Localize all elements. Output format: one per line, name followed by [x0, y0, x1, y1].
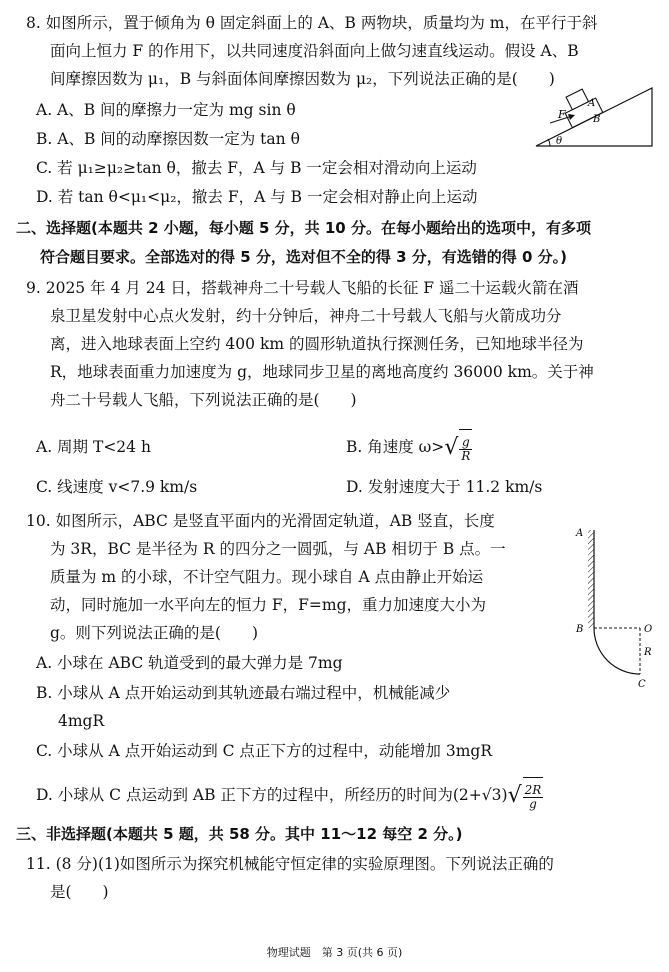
q10-option-d-prefix: D. 小球从 C 点运动到 AB 正下方的过程中，所经历的时间为(2+√3): [36, 786, 508, 804]
q10-option-c: C. 小球从 A 点开始运动到 C 点正下方的过程中，动能增加 3mgR: [36, 742, 493, 760]
q8-stem-line3: 间摩擦因数为 μ₁，B 与斜面体间摩擦因数为 μ₂，下列说法正确的是( ): [50, 70, 555, 88]
q10-stem-line1: 10. 如图所示，ABC 是竖直平面内的光滑固定轨道，AB 竖直，长度: [26, 512, 495, 530]
label-b: B: [576, 624, 584, 635]
q10-option-d-denominator: g: [529, 797, 537, 811]
q8-incline-figure: [528, 86, 658, 150]
q10-option-d: D. 小球从 C 点运动到 AB 正下方的过程中，所经历的时间为(2+√3)√ $\frac{2R}{g}$: [36, 776, 543, 816]
q9-option-b-denominator: R: [461, 449, 471, 463]
q8-stem-line1: 8. 如图所示，置于倾角为 θ 固定斜面上的 A、B 两物块，质量均为 m，在平行于斜: [26, 14, 598, 32]
q11-stem-line2: 是( ): [50, 883, 109, 901]
q8-option-c: C. 若 μ₁≥μ₂≥tan θ，撤去 F，A 与 B 一定会相对滑动向上运动: [36, 159, 477, 177]
q9-option-b: B. 角速度 ω>√ $\frac{g}{R}$: [346, 428, 472, 468]
q9-stem-line2: 泉卫星发射中心点火发射，约十分钟后，神舟二十号载人飞船与火箭成功分: [50, 307, 562, 325]
q10-option-d-numerator: 2R: [524, 783, 542, 797]
q9-option-b-prefix: B. 角速度 ω>: [346, 438, 445, 456]
section3-heading: 三、非选择题(本题共 5 题，共 58 分。其中 11～12 每空 2 分。): [16, 825, 463, 843]
q10-option-b-line2: 4mgR: [58, 712, 105, 730]
label-f: F: [558, 108, 566, 121]
wall-hatching: [588, 530, 594, 628]
label-b: B: [593, 114, 601, 125]
page-footer: 物理试题 第 3 页(共 6 页): [266, 946, 403, 959]
q9-stem-line4: R，地球表面重力加速度为 g，地球同步卫星的离地高度约 36000 km。关于神: [50, 363, 594, 381]
q10-option-b-line1: B. 小球从 A 点开始运动到其轨迹最右端过程中，机械能减少: [36, 684, 451, 702]
q8-stem-line2: 面向上恒力 F 的作用下，以共同速度沿斜面向上做匀速直线运动。假设 A、B: [50, 42, 579, 60]
q9-option-b-numerator: g: [462, 435, 470, 449]
q9-stem-line3: 离，进入地球表面上空约 400 km 的圆形轨道执行探测任务，已知地球半径为: [50, 335, 584, 353]
q10-stem-line5: g。则下列说法正确的是( ): [50, 624, 259, 642]
label-c: C: [638, 679, 646, 690]
q8-option-b: B. A、B 间的动摩擦因数一定为 tan θ: [36, 130, 300, 148]
q9-option-c: C. 线速度 v<7.9 km/s: [36, 478, 198, 496]
label-r: R: [644, 647, 652, 658]
label-a: A: [576, 528, 584, 539]
q10-stem-line3: 质量为 m 的小球，不计空气阻力。现小球自 A 点由静止开始运: [50, 568, 484, 586]
section2-heading-line1: 二、选择题(本题共 2 小题，每小题 5 分，共 10 分。在每小题给出的选项中，有多项: [16, 219, 591, 237]
q9-option-d: D. 发射速度大于 11.2 km/s: [346, 478, 543, 496]
label-o: O: [644, 624, 653, 635]
q10-track-figure: [570, 522, 662, 692]
q8-option-a: A. A、B 间的摩擦力一定为 mg sin θ: [36, 101, 296, 119]
q9-stem-line1: 9. 2025 年 4 月 24 日，搭载神舟二十号载人飞船的长征 F 遥二十运载火箭在酒: [26, 279, 579, 297]
q11-stem-line1: 11. (8 分)(1)如图所示为探究机械能守恒定律的实验原理图。下列说法正确的: [26, 855, 554, 873]
q10-option-a: A. 小球在 ABC 轨道受到的最大弹力是 7mg: [36, 654, 343, 672]
label-a: A: [588, 98, 596, 109]
section2-heading-line2: 符合题目要求。全部选对的得 5 分，选对但不全的得 3 分，有选错的得 0 分。): [40, 248, 568, 266]
q10-stem-line4: 动，同时施加一水平向左的恒力 F，F=mg，重力加速度大小为: [50, 596, 487, 614]
q10-stem-line2: 为 3R，BC 是半径为 R 的四分之一圆弧，与 AB 相切于 B 点。一: [50, 540, 506, 558]
q8-option-d: D. 若 tan θ<μ₁<μ₂，撤去 F，A 与 B 一定会相对静止向上运动: [36, 188, 478, 206]
label-theta: θ: [556, 136, 563, 147]
track-bc-arc: [594, 628, 640, 674]
q9-stem-line5: 舟二十号载人飞船，下列说法正确的是( ): [50, 391, 357, 409]
q9-option-a: A. 周期 T<24 h: [36, 438, 151, 456]
